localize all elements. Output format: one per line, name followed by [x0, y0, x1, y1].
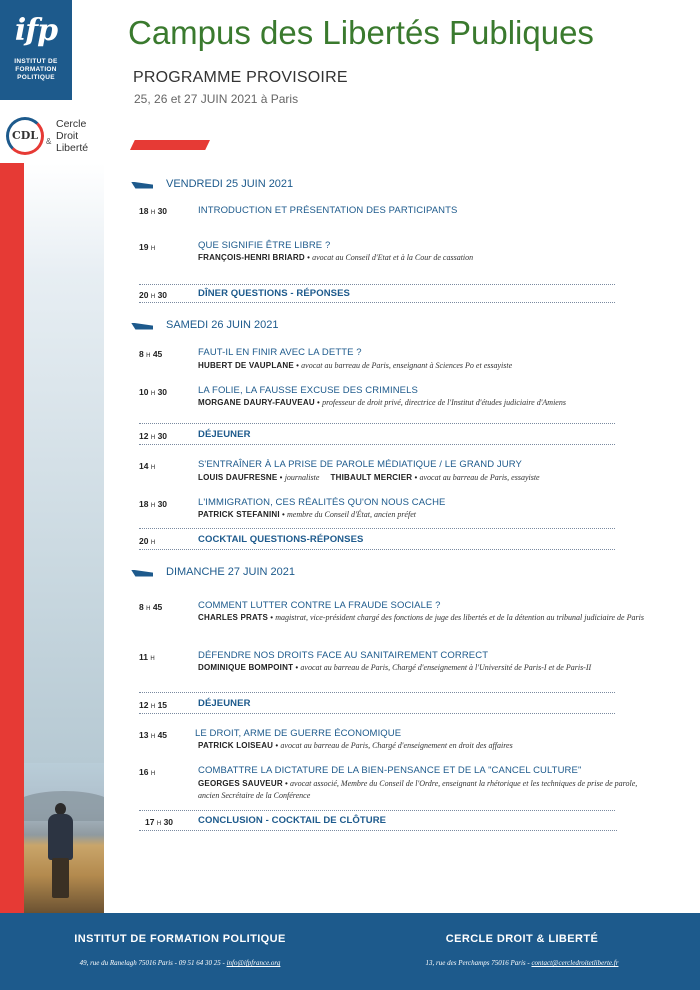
- divider: [139, 284, 615, 285]
- divider: [139, 302, 615, 303]
- day-flag-icon: [131, 570, 153, 577]
- divider: [139, 810, 615, 811]
- cdl-logo-mark: CDL: [12, 129, 39, 142]
- speaker-name: FRANÇOIS-HENRI BRIARD: [198, 253, 305, 262]
- session-time: [139, 206, 167, 216]
- speaker-line: PATRICK STEFANINI • membre du Conseil d'État, ancien préfet: [198, 510, 416, 519]
- walker-figure-legs: [52, 858, 69, 898]
- day-header: [131, 178, 293, 190]
- day-label: SAMEDI 26 JUIN 2021: [166, 319, 279, 331]
- speaker-line: MORGANE DAURY-FAUVEAU • professeur de droit privé, directrice de l'Institut d'études judiciaire d'Amiens: [198, 398, 566, 407]
- speaker-role: avocat au barreau de Paris, essayiste: [419, 473, 540, 482]
- hour-unit: H: [150, 435, 156, 441]
- divider: [139, 423, 615, 424]
- speaker-role: membre du Conseil d'État, ancien préfet: [287, 510, 416, 519]
- speaker-role: avocat au barreau de Paris, Chargé d'enseignement en droit des affaires: [280, 741, 513, 750]
- ifp-logo-line-2: FORMATION: [15, 66, 57, 73]
- speaker-name: MORGANE DAURY-FAUVEAU: [198, 398, 315, 407]
- footer: [0, 913, 700, 990]
- minute: 30: [157, 387, 168, 397]
- session-time: [139, 431, 167, 441]
- session-time: [139, 499, 167, 509]
- speaker-role: avocat au barreau de Paris, Chargé d'enseignement à l'Université de Paris-I et de Paris-II: [300, 663, 592, 672]
- speaker-role: avocat au Conseil d'Etat et à la Cour de cassation: [312, 253, 474, 262]
- minute: 45: [152, 602, 163, 612]
- speaker-line: LOUIS DAUFRESNE • journaliste THIBAULT MERCIER • avocat au barreau de Paris, essayiste: [198, 473, 540, 482]
- ifp-logo-line-1: INSTITUT DE: [14, 58, 58, 65]
- speaker-name: DOMINIQUE BOMPOINT: [198, 663, 294, 672]
- session-title: INTRODUCTION ET PRÉSENTATION DES PARTICIPANTS: [198, 205, 458, 216]
- cdl-logo: [6, 115, 106, 159]
- hour: 8: [139, 349, 144, 359]
- page-subtitle: PROGRAMME PROVISOIRE: [133, 69, 348, 86]
- divider: [139, 549, 615, 550]
- side-photo: [24, 163, 104, 913]
- speaker-name: LOUIS DAUFRESNE: [198, 473, 278, 482]
- ifp-logo: [0, 0, 72, 100]
- hour-unit: H: [150, 465, 156, 471]
- hour-unit: H: [150, 246, 156, 252]
- page-title: Campus des Libertés Publiques: [128, 14, 594, 51]
- minute: 30: [157, 499, 168, 509]
- session-time: [139, 349, 162, 359]
- footer-ifp-email-link[interactable]: info@ifpfrance.org: [226, 959, 281, 967]
- cdl-logo-line-1: Cercle: [56, 118, 87, 130]
- session-time: [139, 730, 167, 740]
- speaker-role: journaliste: [284, 473, 320, 482]
- minute: 45: [157, 730, 168, 740]
- hour: 18: [139, 206, 149, 216]
- session-title: DÉJEUNER: [198, 429, 251, 440]
- walker-figure-body: [48, 814, 73, 860]
- minute: 15: [157, 700, 168, 710]
- hour: 18: [139, 499, 149, 509]
- hour: 12: [139, 700, 149, 710]
- minute: 30: [157, 431, 168, 441]
- red-accent-bar: [130, 140, 210, 150]
- session-time: [139, 387, 167, 397]
- hour-unit: H: [150, 771, 156, 777]
- hour: 19: [139, 242, 149, 252]
- ifp-logo-mark: ifp: [14, 13, 58, 48]
- session-title: DÎNER QUESTIONS - RÉPONSES: [198, 288, 350, 299]
- divider: [139, 444, 615, 445]
- hour: 11: [139, 652, 148, 662]
- footer-cdl: [372, 933, 672, 967]
- session-time: [139, 652, 155, 662]
- hour: 8: [139, 602, 144, 612]
- hour-unit: H: [150, 540, 156, 546]
- speaker-name: PATRICK STEFANINI: [198, 510, 280, 519]
- session-time: [139, 242, 155, 252]
- session-time: [139, 536, 155, 546]
- ifp-logo-line-3: POLITIQUE: [17, 74, 55, 81]
- divider: [139, 528, 615, 529]
- session-title: FAUT-IL EN FINIR AVEC LA DETTE ?: [198, 347, 362, 358]
- cdl-logo-line-3: Liberté: [56, 142, 89, 154]
- speaker-role: magistrat, vice-président chargé des fonctions de juge des libertés et de la détention au tribunal judiciaire de Paris: [275, 613, 644, 622]
- speaker-line: HUBERT DE VAUPLANE • avocat au barreau de Paris, enseignant à Sciences Po et essayiste: [198, 361, 513, 370]
- session-time: [139, 602, 162, 612]
- hour: 13: [139, 730, 149, 740]
- cdl-logo-amp: &: [46, 137, 52, 146]
- session-time: [139, 767, 155, 777]
- session-title: DÉFENDRE NOS DROITS FACE AU SANITAIREMENT CORRECT: [198, 650, 489, 661]
- address-text: 13, rue des Perchamps 75016 Paris -: [425, 959, 532, 967]
- speaker-name: THIBAULT MERCIER: [330, 473, 413, 482]
- speaker-role: avocat au barreau de Paris, enseignant à Sciences Po et essayiste: [301, 361, 513, 370]
- day-header: [131, 319, 279, 331]
- speaker-role: avocat associé, Membre du Conseil de l'Ordre, enseignant la rhétorique et les techniques de prise de parole, ancien Secrétaire de la Conférence: [198, 779, 638, 800]
- session-title: DÉJEUNER: [198, 698, 251, 709]
- footer-ifp: [40, 933, 320, 967]
- session-title: COMMENT LUTTER CONTRE LA FRAUDE SOCIALE ?: [198, 600, 441, 611]
- day-flag-icon: [131, 323, 153, 330]
- session-title: S'ENTRAÎNER À LA PRISE DE PAROLE MÉDIATIQUE / LE GRAND JURY: [198, 459, 522, 470]
- session-title: CONCLUSION - COCKTAIL DE CLÔTURE: [198, 815, 387, 826]
- day-label: DIMANCHE 27 JUIN 2021: [166, 566, 295, 578]
- address-text: 49, rue du Ranelagh 75016 Paris - 09 51 64 30 25 -: [79, 959, 227, 967]
- hour: 20: [139, 536, 149, 546]
- divider: [139, 713, 615, 714]
- footer-cdl-name: CERCLE DROIT & LIBERTÉ: [445, 933, 599, 945]
- minute: 30: [163, 817, 174, 827]
- hour-unit: H: [146, 606, 151, 612]
- footer-cdl-email-link[interactable]: contact@cercledroitetliberte.fr: [531, 959, 619, 967]
- divider: [139, 830, 617, 831]
- divider: [139, 692, 615, 693]
- speaker-name: PATRICK LOISEAU: [198, 741, 274, 750]
- session-title: LE DROIT, ARME DE GUERRE ÉCONOMIQUE: [195, 728, 402, 739]
- session-time: [145, 817, 173, 827]
- session-title: COMBATTRE LA DICTATURE DE LA BIEN-PENSANCE ET DE LA "CANCEL CULTURE": [198, 765, 582, 776]
- speaker-name: GEORGES SAUVEUR: [198, 779, 283, 788]
- speaker-line: CHARLES PRATS • magistrat, vice-président chargé des fonctions de juge des libertés et de la détention au tribunal judiciaire de Paris: [198, 613, 644, 622]
- speaker-line: PATRICK LOISEAU • avocat au barreau de Paris, Chargé d'enseignement en droit des affaires: [198, 741, 513, 750]
- speaker-line: FRANÇOIS-HENRI BRIARD • avocat au Conseil d'Etat et à la Cour de cassation: [198, 253, 474, 262]
- day-flag-icon: [131, 182, 153, 189]
- session-title: L'IMMIGRATION, CES RÉALITÉS QU'ON NOUS CACHE: [198, 497, 446, 508]
- hour-unit: H: [150, 734, 156, 740]
- hour: 12: [139, 431, 149, 441]
- session-time: [139, 700, 167, 710]
- footer-ifp-address: [40, 959, 320, 967]
- session-time: [139, 290, 167, 300]
- session-title: COCKTAIL QUESTIONS-RÉPONSES: [198, 534, 364, 545]
- hour: 17: [145, 817, 155, 827]
- hour: 14: [139, 461, 149, 471]
- session-title: LA FOLIE, LA FAUSSE EXCUSE DES CRIMINELS: [198, 385, 418, 396]
- red-side-band: [0, 163, 24, 913]
- minute: 45: [152, 349, 163, 359]
- hour: 20: [139, 290, 149, 300]
- cdl-ring-icon: [6, 117, 44, 155]
- hour-unit: H: [146, 353, 151, 359]
- speaker-line: DOMINIQUE BOMPOINT • avocat au barreau de Paris, Chargé d'enseignement à l'Université de Paris-I et de Paris-II: [198, 663, 592, 672]
- hour-unit: H: [150, 391, 156, 397]
- hour-unit: H: [150, 210, 156, 216]
- cdl-logo-line-2: Droit: [56, 130, 79, 142]
- minute: 30: [157, 290, 168, 300]
- day-header: [131, 566, 295, 578]
- hour: 16: [139, 767, 149, 777]
- footer-cdl-address: [372, 959, 672, 967]
- hour-unit: H: [156, 821, 162, 827]
- hour: 10: [139, 387, 149, 397]
- speaker-role: professeur de droit privé, directrice de l'Institut d'études judiciaire d'Amiens: [322, 398, 566, 407]
- day-label: VENDREDI 25 JUIN 2021: [166, 178, 294, 190]
- speaker-name: HUBERT DE VAUPLANE: [198, 361, 294, 370]
- event-dates: 25, 26 et 27 JUIN 2021 à Paris: [134, 92, 299, 106]
- speaker-name: CHARLES PRATS: [198, 613, 269, 622]
- speaker-line: GEORGES SAUVEUR • avocat associé, Membre du Conseil de l'Ordre, enseignant la rhétorique et les techniques de prise de parole, ancien Secrétaire de la Conférence: [198, 779, 638, 800]
- minute: 30: [157, 206, 168, 216]
- hour-unit: H: [150, 294, 156, 300]
- session-title: QUE SIGNIFIE ÊTRE LIBRE ?: [198, 240, 331, 251]
- hour-unit: H: [150, 503, 156, 509]
- footer-ifp-name: INSTITUT DE FORMATION POLITIQUE: [74, 933, 286, 945]
- session-time: [139, 461, 155, 471]
- hour-unit: H: [150, 656, 155, 662]
- hour-unit: H: [150, 704, 156, 710]
